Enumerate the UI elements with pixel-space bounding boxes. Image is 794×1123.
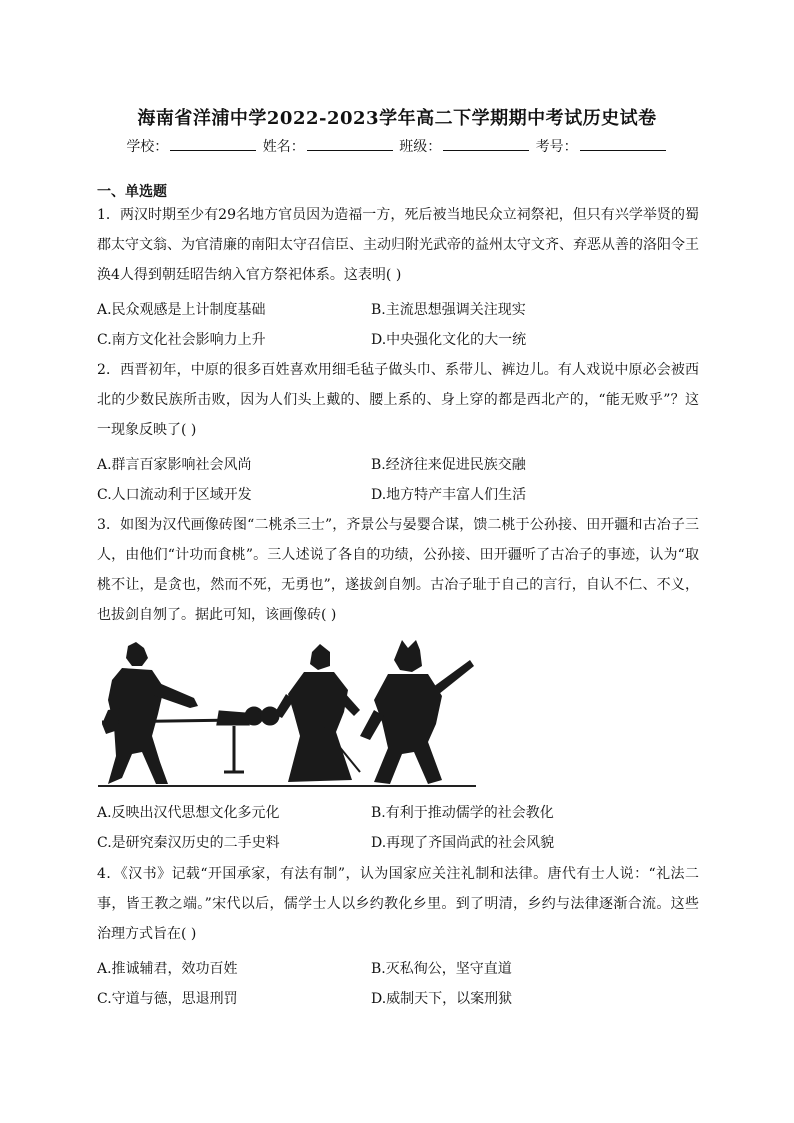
option-a[interactable]: A.群言百家影响社会风尚 [97,457,252,473]
class-blank[interactable] [443,138,529,151]
option-b[interactable]: B.主流思想强调关注现实 [371,302,526,318]
school-label: 学校： [126,139,169,155]
question-2-stem: 2．西晋初年，中原的很多百姓喜欢用细毛毡子做头巾、系带儿、裤边儿。有人戏说中原必会被西北的少数民族所击败，因为人们头上戴的、腰上系的、身上穿的都是西北产的，“能无败乎”？这一现象反映了( ) [97,362,699,438]
name-blank[interactable] [307,138,393,151]
student-info-line [0,136,794,156]
number-label: 考号： [535,139,578,155]
option-a[interactable]: A.民众观感是上计制度基础 [97,302,266,318]
option-c[interactable]: C.人口流动利于区域开发 [97,487,252,503]
name-label: 姓名： [262,139,305,155]
option-b[interactable]: B.经济往来促进民族交融 [371,457,526,473]
option-d[interactable]: D.地方特产丰富人们生活 [371,487,527,503]
question-4-stem: 4．《汉书》记载“开国承家，有法有制”，认为国家应关注礼制和法律。唐代有士人说：“礼法二事，皆王教之端。”宋代以后，儒学士人以乡约教化乡里。到了明清，乡约与法律逐渐合流。这些治理方式旨在( ) [97,866,699,942]
option-b[interactable]: B.灭私徇公，坚守直道 [371,961,512,977]
option-c[interactable]: C.南方文化社会影响力上升 [97,332,266,348]
option-c[interactable]: C.守道与德，思退刑罚 [97,991,238,1007]
class-label: 班级： [399,139,442,155]
option-a[interactable]: A.反映出汉代思想文化多元化 [97,805,280,821]
option-d[interactable]: D.再现了齐国尚武的社会风貌 [371,835,555,851]
number-blank[interactable] [580,138,666,151]
question-3-stem: 3．如图为汉代画像砖图“二桃杀三士”，齐景公与晏婴合谋，馈二桃于公孙接、田开疆和古冶子三人，由他们“计功而食桃”。三人述说了各自的功绩，公孙接、田开疆听了古冶子的事迹，认为“取桃不让，是贪也，然而不死，无勇也”，遂拔剑自刎。古冶子耻于自己的言行，自认不仁、不义，也拔剑自刎了。据此可知，该画像砖( ) [97,517,699,623]
option-c[interactable]: C.是研究秦汉历史的二手史料 [97,835,280,851]
question-1-stem: 1．两汉时期至少有29名地方官员因为造福一方，死后被当地民众立祠祭祀，但只有兴学举贤的蜀郡太守文翁、为官清廉的南阳太守召信臣、主动归附光武帝的益州太守文齐、弃恶从善的洛阳令王涣4人得到朝廷昭告纳入官方祭祀体系。这表明( ) [97,207,699,283]
option-d[interactable]: D.威制天下，以案刑狱 [371,991,513,1007]
option-d[interactable]: D.中央强化文化的大一统 [371,332,527,348]
stone-relief-image [98,640,476,792]
school-blank[interactable] [170,138,256,151]
option-a[interactable]: A.推诚辅君，效功百姓 [97,961,238,977]
page-title: 海南省洋浦中学2022-2023学年高二下学期期中考试历史试卷 [137,108,657,129]
section-heading: 一、单选题 [97,184,167,200]
option-b[interactable]: B.有利于推动儒学的社会教化 [371,805,554,821]
